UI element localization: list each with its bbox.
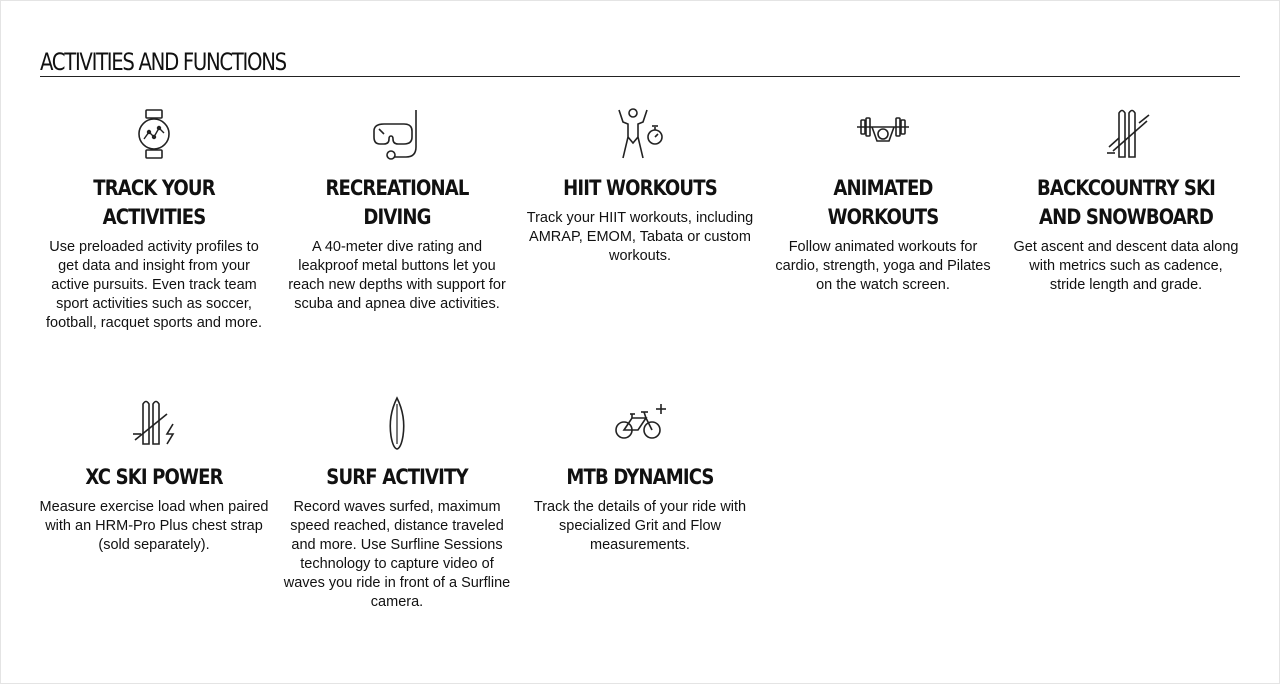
- feature-card-animated-workouts: [768, 106, 998, 295]
- xc-ski-power-icon: [39, 395, 269, 451]
- feature-card-mtb-dynamics: [525, 395, 755, 555]
- barbell-watch-icon: [768, 106, 998, 162]
- feature-description: Use preloaded activity profiles to get data and insight from your active pursuits. Even track team sport activities such as soccer, football, racquet sports and more.: [45, 239, 262, 331]
- feature-description: A 40-meter dive rating and leakproof metal buttons let you reach new depths with support for scuba and apnea dive activities.: [288, 239, 506, 312]
- feature-title: XC SKI POWER: [85, 465, 223, 489]
- watch-activity-icon: [39, 106, 269, 162]
- feature-title: HIIT WORKOUTS: [563, 176, 717, 200]
- feature-card-recreational-diving: [282, 106, 512, 314]
- section-divider: [40, 76, 1240, 77]
- feature-description: Follow animated workouts for cardio, strength, yoga and Pilates on the watch screen.: [775, 239, 991, 293]
- surfboard-icon: [282, 395, 512, 451]
- feature-description: Get ascent and descent data along with metrics such as cadence, stride length and grade.: [1013, 239, 1239, 293]
- feature-title: SURF ACTIVITY: [326, 465, 468, 489]
- feature-card-track-activities: [39, 106, 269, 333]
- backcountry-skis-icon: [1011, 106, 1241, 162]
- feature-title: TRACK YOUR ACTIVITIES: [93, 176, 215, 229]
- feature-title: BACKCOUNTRY SKI AND SNOWBOARD: [1037, 176, 1215, 229]
- hiit-person-stopwatch-icon: [525, 106, 755, 162]
- feature-description: Record waves surfed, maximum speed reached, distance traveled and more. Use Surfline Sessions technology to capture video of waves you ride in front of a Surfline camera.: [283, 499, 511, 610]
- section-title: ACTIVITIES AND FUNCTIONS: [40, 48, 286, 76]
- feature-card-hiit-workouts: [525, 106, 755, 266]
- feature-card-surf-activity: [282, 395, 512, 612]
- feature-title: MTB DYNAMICS: [566, 465, 714, 489]
- feature-title: RECREATIONAL DIVING: [325, 176, 469, 229]
- mountain-bike-icon: [525, 395, 755, 451]
- snorkel-mask-icon: [282, 106, 512, 162]
- feature-card-backcountry-ski: [1011, 106, 1241, 295]
- feature-description: Track the details of your ride with specialized Grit and Flow measurements.: [533, 499, 747, 553]
- feature-title: ANIMATED WORKOUTS: [827, 176, 939, 229]
- feature-description: Track your HIIT workouts, including AMRAP, EMOM, Tabata or custom workouts.: [526, 210, 754, 264]
- feature-description: Measure exercise load when paired with an HRM-Pro Plus chest strap (sold separately).: [39, 499, 269, 553]
- feature-card-xc-ski-power: [39, 395, 269, 555]
